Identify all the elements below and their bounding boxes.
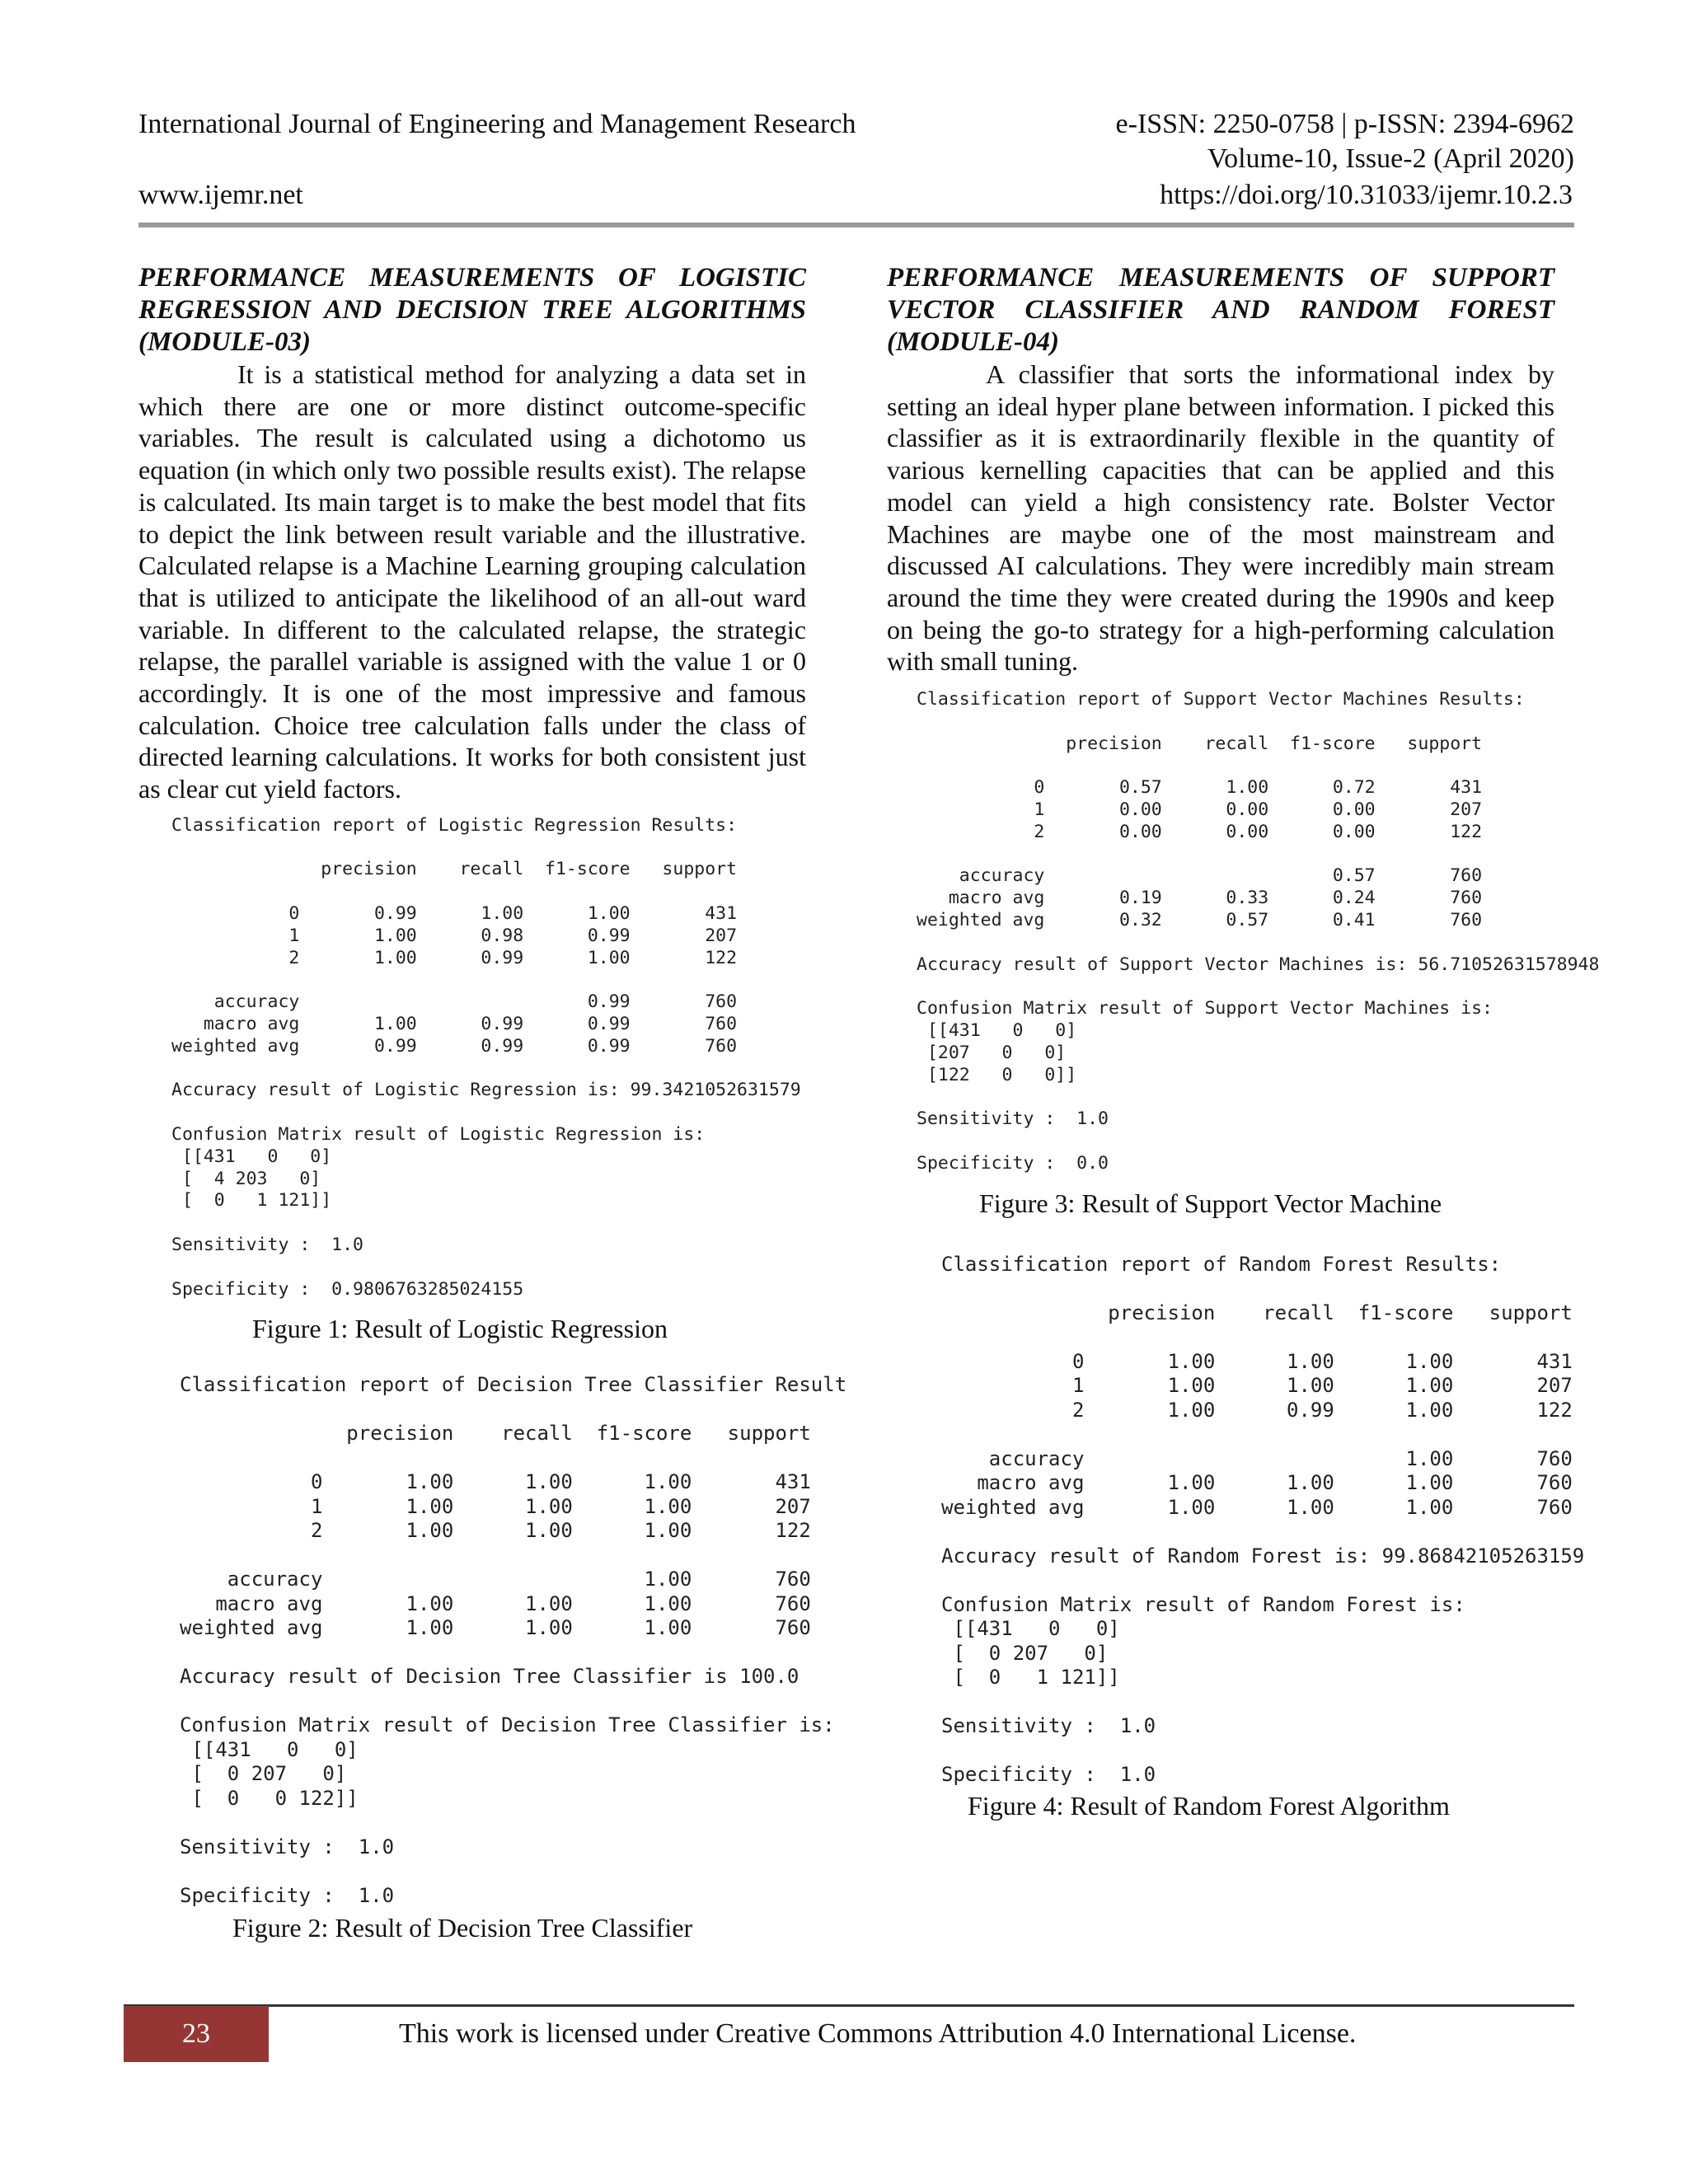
figure-4-report: Classification report of Random Forest Results: precision recall f1-score support 0 1.00 1.00 1.00 431 1 1.00 1.00 1.00 207 2 1.00 0.99 1.00 122 accuracy 1.00 760 macro avg 1.00 1.00 1.00 760 weighted avg 1.00 1.00 1.00 760 Accuracy result of Random Forest is: 99.86842105263159 Confusion Matrix result of Random Forest is: [[431 0 0] [ 0 207 0] [ 0 1 121]] Sensitivity : 1.0 Specificity : 1.0 bbox=[941, 1252, 1585, 1787]
heading-line: PERFORMANCE MEASUREMENTS OF SUPPORT bbox=[887, 263, 1554, 293]
section-heading-module-04 bbox=[887, 262, 1554, 359]
heading-line: (MODULE-04) bbox=[887, 327, 1059, 357]
volume-issue: Volume-10, Issue-2 (April 2020) bbox=[1207, 143, 1574, 174]
left-column bbox=[138, 262, 847, 1944]
heading-line: REGRESSION AND DECISION TREE ALGORITHMS bbox=[138, 295, 806, 325]
body-paragraph: A classifier that sorts the informational index by setting an ideal hyper plane between information. I picked this classifier as it is extraordinarily flexible in the quantity of various kernelling capacities that can be applied and this model can yield a high consistency rate. Bolster Vector Machines are maybe one of the most mainstream and discussed AI calculations. They were incredibly main stream around the time they were created during the 1990s and keep on being the go-to strategy for a high-performing calculation with small tuning. bbox=[887, 359, 1554, 677]
body-paragraph: It is a statistical method for analyzing a data set in which there are one or more distinct outcome-specific variables. The result is calculated using a dichotomo us equation (in which only two possible results exist). The relapse is calculated. Its main target is to make the best model that fits to depict the link between result variable and the illustrative. Calculated relapse is a Machine Learning grouping calculation that is utilized to anticipate the likelihood of an all-out ward variable. In different to the calculated relapse, the strategic relapse, the parallel variable is assigned with the value 1 or 0 accordingly. It is one of the most impressive and famous calculation. Choice tree calculation falls under the class of directed learning calculations. It works for both consistent just as clear cut yield factors. bbox=[138, 359, 806, 804]
heading-line: PERFORMANCE MEASUREMENTS OF LOGISTIC bbox=[138, 263, 806, 293]
journal-title: International Journal of Engineering and Management Research bbox=[138, 109, 856, 139]
header-divider bbox=[138, 223, 1574, 227]
figure-3-caption: Figure 3: Result of Support Vector Machine bbox=[979, 1188, 1442, 1218]
figure-4-caption: Figure 4: Result of Random Forest Algorithm bbox=[968, 1790, 1450, 1821]
doi-link[interactable]: https://doi.org/10.31033/ijemr.10.2.3 bbox=[1160, 180, 1573, 210]
figure-1-caption: Figure 1: Result of Logistic Regression bbox=[252, 1314, 668, 1344]
heading-line: VECTOR CLASSIFIER AND RANDOM FOREST bbox=[887, 295, 1554, 325]
website-link[interactable]: www.ijemr.net bbox=[138, 180, 303, 210]
figure-3-report: Classification report of Support Vector Machines Results: precision recall f1-score support 0 0.57 1.00 0.72 431 1 0.00 0.00 0.00 207 2 0.00 0.00 0.00 122 accuracy 0.57 760 macro avg 0.19 0.33 0.24 760 weighted avg 0.32 0.57 0.41 760 Accuracy result of Support Vector Machines is: 56.71052631578948 Confusion Matrix result of Support Vector Machines is: [[431 0 0] [207 0 0] [122 0 0]] Sensitivity : 1.0 Specificity : 0.0 bbox=[917, 689, 1600, 1174]
right-column bbox=[887, 262, 1600, 1822]
page-number: 23 bbox=[124, 2006, 269, 2062]
footer-divider bbox=[124, 2004, 1574, 2007]
figure-2-report: Classification report of Decision Tree Classifier Result precision recall f1-score support 0 1.00 1.00 1.00 431 1 1.00 1.00 1.00 207 2 1.00 1.00 1.00 122 accuracy 1.00 760 macro avg 1.00 1.00 1.00 760 weighted avg 1.00 1.00 1.00 760 Accuracy result of Decision Tree Classifier is 100.0 Confusion Matrix result of Decision Tree Classifier is: [[431 0 0] [ 0 207 0] [ 0 0 122]] Sensitivity : 1.0 Specificity : 1.0 bbox=[180, 1373, 847, 1907]
figure-1-report: Classification report of Logistic Regression Results: precision recall f1-score support 0 0.99 1.00 1.00 431 1 1.00 0.98 0.99 207 2 1.00 0.99 1.00 122 accuracy 0.99 760 macro avg 1.00 0.99 0.99 760 weighted avg 0.99 0.99 0.99 760 Accuracy result of Logistic Regression is: 99.3421052631579 Confusion Matrix result of Logistic Regression is: [[431 0 0] [ 4 203 0] [ 0 1 121]] Sensitivity : 1.0 Specificity : 0.9806763285024155 bbox=[171, 814, 801, 1300]
section-heading-module-03 bbox=[138, 262, 806, 359]
figure-2-caption: Figure 2: Result of Decision Tree Classifier bbox=[232, 1913, 693, 1943]
heading-line: (MODULE-03) bbox=[138, 327, 311, 357]
issn: e-ISSN: 2250-0758 | p-ISSN: 2394-6962 bbox=[1115, 109, 1574, 139]
license-notice: This work is licensed under Creative Commons Attribution 4.0 International License. bbox=[399, 2018, 1357, 2049]
